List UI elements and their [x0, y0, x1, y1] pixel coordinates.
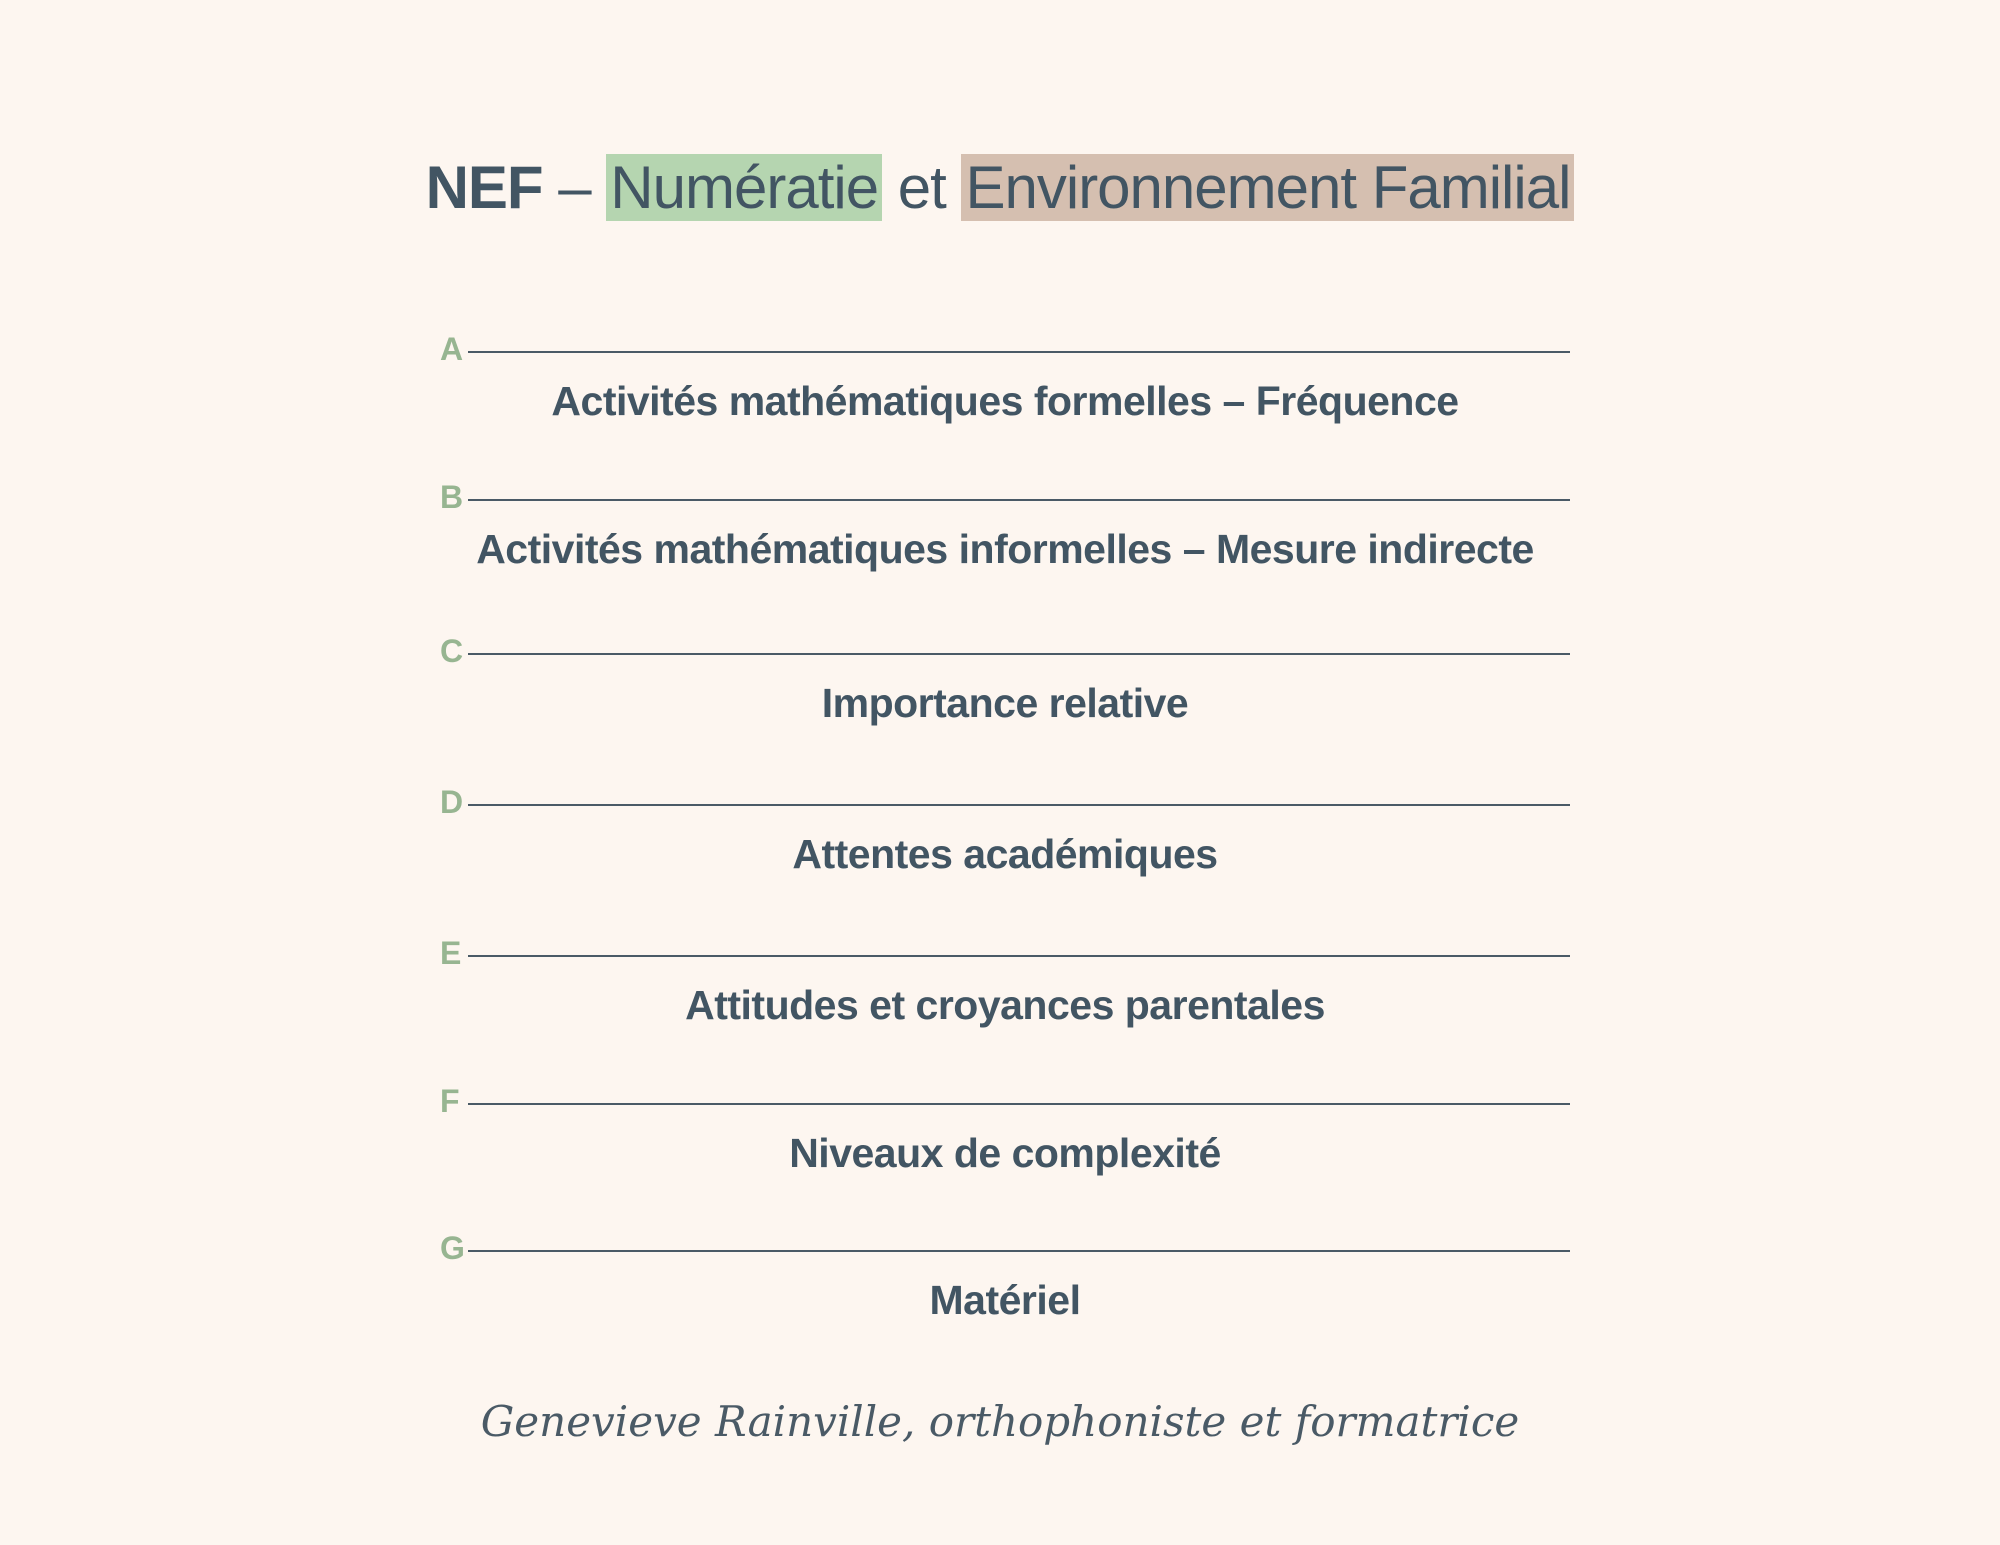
- section-rule: [468, 351, 1570, 353]
- section-letter: G: [440, 1230, 465, 1266]
- section-label: Importance relative: [821, 680, 1189, 726]
- section-e: [440, 935, 1570, 1105]
- title-highlight-environnement: Environnement Familial: [961, 154, 1574, 221]
- section-rule: [468, 955, 1570, 957]
- title-dash: –: [558, 154, 591, 221]
- section-rule: [468, 1103, 1570, 1105]
- section-c: [440, 633, 1570, 803]
- section-label: Attitudes et croyances parentales: [685, 982, 1325, 1028]
- author-signature: Genevieve Rainville, orthophoniste et formatrice: [480, 1397, 1520, 1446]
- section-d: [440, 784, 1570, 954]
- section-letter: A: [440, 331, 464, 367]
- section-label: Activités mathématiques informelles – Mesure indirecte: [476, 526, 1534, 572]
- section-g: [440, 1230, 1570, 1400]
- section-label: Activités mathématiques formelles – Fréquence: [551, 378, 1459, 424]
- section-rule: [468, 499, 1570, 501]
- title-connector: et: [897, 154, 946, 221]
- section-a: [440, 331, 1570, 501]
- section-label: Matériel: [929, 1277, 1081, 1323]
- page-title: [0, 150, 2000, 226]
- title-highlight-numeratie: Numératie: [606, 154, 882, 221]
- section-letter: E: [440, 935, 462, 971]
- section-letter: C: [440, 633, 464, 669]
- section-letter: B: [440, 479, 464, 515]
- section-rule: [468, 653, 1570, 655]
- section-f: [440, 1083, 1570, 1253]
- section-b: [440, 479, 1570, 649]
- section-rule: [468, 804, 1570, 806]
- section-letter: D: [440, 784, 464, 820]
- title-abbreviation: NEF: [425, 154, 543, 221]
- section-label: Niveaux de complexité: [789, 1130, 1221, 1176]
- section-rule: [468, 1250, 1570, 1252]
- section-label: Attentes académiques: [792, 831, 1218, 877]
- section-letter: F: [440, 1083, 460, 1119]
